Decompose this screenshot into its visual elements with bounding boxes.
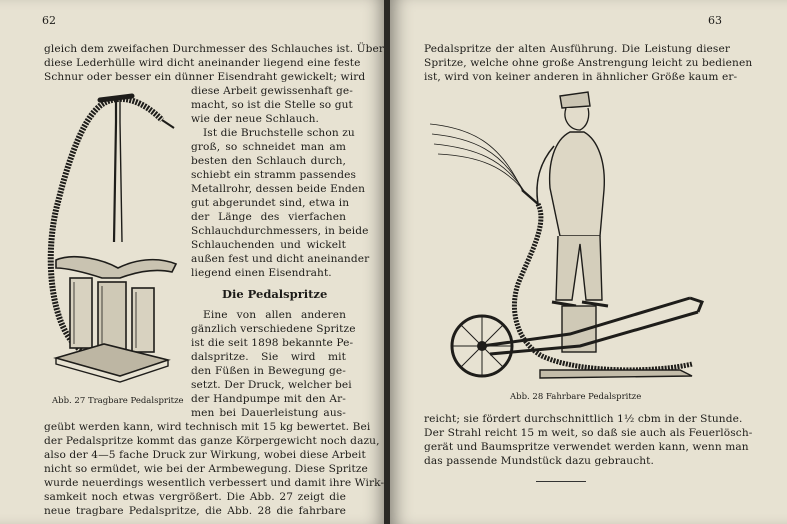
section-heading: Die Pedalspritze <box>222 287 328 301</box>
right-page <box>390 0 787 524</box>
text-line: besten den Schlauch durch, <box>191 155 346 167</box>
text-line: außen fest und dicht aneinander <box>191 253 370 265</box>
text-line: der Pedalspritze kommt das ganze Körpergewicht noch dazu, <box>44 435 380 447</box>
left-page <box>0 0 386 524</box>
text-line: Ist die Bruchstelle schon zu <box>203 127 355 139</box>
text-line: reicht; sie fördert durchschnittlich 1½ cbm in der Stunde. <box>424 413 743 425</box>
text-line: Schnur oder besser ein dünner Eisendraht gewickelt; wird <box>44 71 366 83</box>
text-line: diese Arbeit gewissenhaft ge- <box>191 85 353 97</box>
text-line: neue tragbare Pedalspritze, die Abb. 28 die fahrbare <box>44 505 346 517</box>
text-line: der Länge des vierfachen <box>191 211 346 223</box>
text-line: wie der neue Schlauch. <box>191 113 319 125</box>
text-line: dalspritze. Sie wird mit <box>191 351 346 363</box>
text-line: schiebt ein stramm passendes <box>191 169 356 181</box>
text-line: ist, wird von keiner anderen in ähnlicher Größe kaum er- <box>424 71 738 83</box>
text-line: macht, so ist die Stelle so gut <box>191 99 353 111</box>
text-line: liegend einen Eisendraht. <box>191 267 332 279</box>
page-number-left: 62 <box>42 14 56 27</box>
text-line: gleich dem zweifachen Durchmesser des Schlauches ist. Über <box>44 43 385 55</box>
text-line: ist die seit 1898 bekannte Pe- <box>191 337 354 349</box>
figure-caption: Abb. 28 Fahrbare Pedalspritze <box>510 392 642 402</box>
text-line: Schlauchdurchmessers, in beide <box>191 225 369 237</box>
text-line: der Handpumpe mit den Ar- <box>191 393 346 405</box>
text-line: Der Strahl reicht 15 m weit, so daß sie auch als Feuerlösch- <box>424 427 753 439</box>
text-line: geübt werden kann, wird technisch mit 15 kg bewertet. Bei <box>44 421 371 433</box>
text-line: Metallrohr, dessen beide Enden <box>191 183 366 195</box>
text-line: Eine von allen anderen <box>203 309 346 321</box>
text-line: also der 4—5 fache Druck zur Wirkung, wobei diese Arbeit <box>44 449 366 461</box>
page-number-right: 63 <box>708 14 722 27</box>
text-line: wurde neuerdings wesentlich verbessert und damit ihre Wirk- <box>44 477 385 489</box>
text-line: gut abgerundet sind, etwa in <box>191 197 350 209</box>
text-line: Spritze, welche ohne große Anstrengung leicht zu bedienen <box>424 57 753 69</box>
figure-caption: Abb. 27 Tragbare Pedalspritze <box>52 396 184 406</box>
text-line: gänzlich verschiedene Spritze <box>191 323 356 335</box>
text-line: diese Lederhülle wird dicht aneinander liegend eine feste <box>44 57 361 69</box>
text-line: groß, so schneidet man am <box>191 141 346 153</box>
text-line: men bei Dauerleistung aus- <box>191 407 346 419</box>
text-line: samkeit noch etwas vergrößert. Die Abb. 27 zeigt die <box>44 491 346 503</box>
text-line: gerät und Baumspritze verwendet werden kann, wenn man <box>424 441 749 453</box>
section-divider <box>536 481 586 482</box>
text-line: den Füßen in Bewegung ge- <box>191 365 346 377</box>
text-line: nicht so ermüdet, wie bei der Armbewegung. Diese Spritze <box>44 463 368 475</box>
figure-portable-pedal-sprayer <box>44 82 184 394</box>
text-line: setzt. Der Druck, welcher bei <box>191 379 352 391</box>
text-line: Pedalspritze der alten Ausführung. Die Leistung dieser <box>424 43 730 55</box>
text-line: das passende Mundstück dazu gebraucht. <box>424 455 654 467</box>
text-line: Schlauchenden und wickelt <box>191 239 346 251</box>
figure-wheeled-pedal-sprayer <box>430 84 720 390</box>
